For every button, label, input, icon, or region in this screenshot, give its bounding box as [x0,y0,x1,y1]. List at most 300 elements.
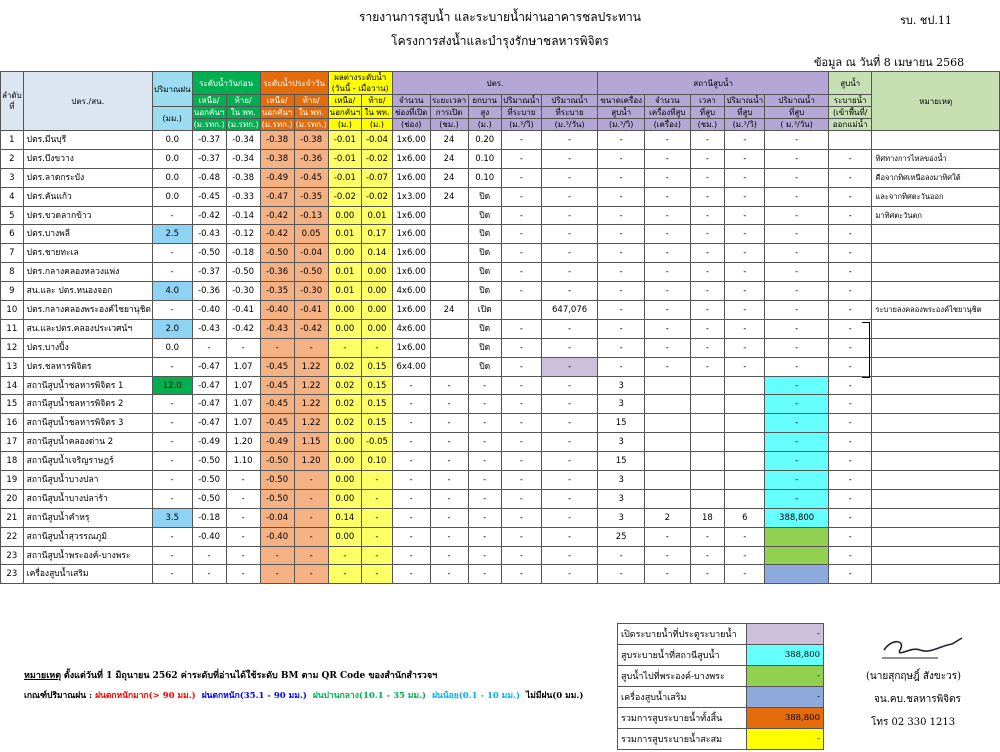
cell-du: 0.00 [328,452,361,471]
cell-p5: - [765,244,829,263]
cell-du: 0.02 [328,376,361,395]
table-row [1,338,1000,357]
cell-g4: - [501,338,541,357]
diff-down-label: ท้าย/ [362,95,393,107]
cell-p4: - [725,282,765,301]
cell-p2: - [645,168,690,187]
g3-label: ยกบาน [468,95,501,107]
summary-label: รวมการสูบระบายน้ำทั้งสิ้น [618,708,747,729]
project-title: โครงการส่งน้ำและบำรุงรักษาชลหารพิจิตร [391,34,609,48]
cell-g5: - [541,357,597,376]
cell-rm [872,244,1000,263]
cell-pu: -0.18 [192,508,226,527]
g1-label: จำนวน [392,95,430,107]
cell-cu: - [260,565,294,584]
cell-cu: -0.49 [260,433,294,452]
cell-g5: - [541,225,597,244]
cell-rm [872,282,1000,301]
cell-rain: - [152,414,192,433]
cell-p2: - [645,263,690,282]
cell-name: สถานีสูบน้ำชลหารพิจิตร 3 [23,414,152,433]
cell-p2 [645,489,690,508]
cell-rm [872,452,1000,471]
cell-dd: - [362,527,393,546]
cell-g1: - [392,471,430,490]
cell-name: สถานีสูบน้ำชลหารพิจิตร 2 [23,395,152,414]
cell-p1: 15 [598,414,645,433]
cell-rain: 2.0 [152,319,192,338]
summary-label: เครื่องสูบน้ำเสริม [618,687,747,708]
cell-g1: 1x6.00 [392,149,430,168]
cell-p3: - [690,187,725,206]
cell-g3: - [468,508,501,527]
cell-g3: - [468,527,501,546]
cell-p2 [645,395,690,414]
col-gate-header: ปตร. [392,72,597,95]
g5c-label: (ม.³/วัน) [541,119,597,131]
cell-g3: ปิด [468,225,501,244]
cell-p4: - [725,149,765,168]
cell-du: 0.02 [328,395,361,414]
cell-g5: - [541,508,597,527]
cell-no: 11 [1,319,24,338]
cell-g1: - [392,527,430,546]
signature-image [878,628,968,662]
cell-du: - [328,338,361,357]
g4-label: ปริมาณน้ำ [503,96,540,105]
cell-cu: -0.38 [260,149,294,168]
g4b-label: ที่ระบาย [501,107,541,119]
g4c-label: (ม.³/วิ) [501,119,541,131]
cell-pd: 1.07 [226,395,260,414]
cell-p5: - [765,338,829,357]
cell-p2 [645,471,690,490]
cell-g1: 4x6.00 [392,282,430,301]
cell-p4: - [725,168,765,187]
cell-du: 0.00 [328,489,361,508]
summary-label: รวมการสูบระบายน้ำสะสม [618,729,747,750]
cell-dd: - [362,471,393,490]
cell-dd: - [362,565,393,584]
cell-dr: - [828,263,871,282]
cell-g5: - [541,282,597,301]
cell-pd: - [226,565,260,584]
cell-cu: -0.50 [260,489,294,508]
cell-g4: - [501,452,541,471]
cell-g3: - [468,452,501,471]
table-row [1,414,1000,433]
g2-label: ระยะเวลา [431,96,467,105]
prev-outside: นอกคันฯ [193,108,225,117]
cell-name: ปตร.มีนบุรี [23,131,152,150]
cell-g5: - [541,338,597,357]
table-row [1,319,1000,338]
cell-cd: - [294,546,328,565]
cell-du: -0.02 [328,187,361,206]
cell-dr: - [828,319,871,338]
cell-dd: 0.00 [362,263,393,282]
cell-p3: - [690,168,725,187]
cell-p1: 3 [598,471,645,490]
cell-rain: - [152,357,192,376]
cell-rm [872,357,1000,376]
cell-cu: -0.49 [260,168,294,187]
cell-dd: 0.00 [362,301,393,320]
summary-row [618,729,824,750]
cell-g2 [430,206,468,225]
cell-p4: - [725,527,765,546]
cell-p1: - [598,131,645,150]
cell-cu: -0.50 [260,471,294,490]
cell-pd: -0.34 [226,131,260,150]
cell-g3: ปิด [468,319,501,338]
cell-cu: -0.45 [260,357,294,376]
cell-no: 18 [1,452,24,471]
rain-crit-item: ฝนปานกลาง(10.1 - 35 มม.) [312,691,427,701]
cell-p5: - [765,206,829,225]
cur-msl-1: (ม.รทก.) [261,120,293,129]
cell-cd: - [294,489,328,508]
cell-name: สถานีสูบน้ำพระองค์-บางพระ [23,546,152,565]
col-drain-header: สูบน้ำ [828,72,871,95]
p4c-label: (ม.³/วิ) [725,119,765,131]
cell-g2 [430,263,468,282]
cell-g4: - [501,414,541,433]
cell-no: 21 [1,508,24,527]
summary-value: 388,800 [747,645,824,666]
cell-g5: - [541,452,597,471]
cell-cd: 1.15 [294,433,328,452]
cell-p1: - [598,206,645,225]
cell-pd: -0.34 [226,149,260,168]
cell-p1: 3 [598,489,645,508]
cell-g5: - [541,244,597,263]
table-row [1,131,1000,150]
d1-label: ระบายน้ำ [828,95,871,107]
table-row [1,225,1000,244]
col-pump-header: สถานีสูบน้ำ [598,72,829,95]
cell-rain: - [152,471,192,490]
cell-no: 7 [1,244,24,263]
p3-label: เวลา [690,95,725,107]
cell-g2: - [430,508,468,527]
cell-dr: - [828,376,871,395]
cell-g4: - [501,357,541,376]
p1c-label: (ม.³/วิ) [598,119,645,131]
cell-du: 0.02 [328,357,361,376]
cell-cd: - [294,471,328,490]
cell-cd: -0.13 [294,206,328,225]
cell-cu: -0.35 [260,282,294,301]
cell-p5: - [765,414,829,433]
cell-p3: - [690,131,725,150]
cell-dd: 0.14 [362,244,393,263]
p4-label: ปริมาณน้ำ [726,96,764,105]
cell-pd: - [226,546,260,565]
cell-rm [872,527,1000,546]
note-text: ตั้งแต่วันที่ 1 มิถุนายน 2562 ค่าระดับที่อ่านได้ใช้ระดับ BM ตาม QR Code ของสำนักสำรวจฯ [63,671,438,681]
cell-rain: - [152,433,192,452]
cell-g3: - [468,565,501,584]
cell-dd: 0.15 [362,376,393,395]
cell-pd: 1.07 [226,376,260,395]
cell-g3: ปิด [468,338,501,357]
cell-cu: -0.42 [260,206,294,225]
cell-pd: - [226,508,260,527]
cell-dr: - [828,433,871,452]
cell-p5: - [765,187,829,206]
cell-g1: 1x6.00 [392,168,430,187]
cell-g1: 6x4.00 [392,357,430,376]
cell-g1: - [392,546,430,565]
table-row [1,376,1000,395]
cell-cu: -0.47 [260,187,294,206]
cell-no: 10 [1,301,24,320]
cell-g3: - [468,489,501,508]
cell-dd: 0.17 [362,225,393,244]
report-title: รายงานการสูบน้ำ และระบายน้ำผ่านอาคารชลประทาน [359,10,641,24]
g5b-label: ที่ระบาย [541,107,597,119]
cell-p1: - [598,282,645,301]
table-row [1,489,1000,508]
cell-dd: -0.02 [362,187,393,206]
cell-g3: เปิด [468,301,501,320]
cell-g2: 24 [430,149,468,168]
cell-p3: - [690,263,725,282]
cell-p4 [725,452,765,471]
cell-pu: -0.36 [192,282,226,301]
cell-p4 [725,395,765,414]
cell-rain: - [152,206,192,225]
cell-g4: - [501,149,541,168]
cell-pd: -0.30 [226,282,260,301]
cell-rain: 0.0 [152,149,192,168]
signer-name: (นายสุกฤษฎิ์ สังขะวร) [866,671,961,682]
cell-rm [872,508,1000,527]
cell-g2: 24 [430,168,468,187]
cell-du: -0.01 [328,131,361,150]
cell-g5: - [541,376,597,395]
cell-g1: - [392,489,430,508]
cell-pu: -0.49 [192,433,226,452]
prev-down-label: ท้าย/ [226,95,260,107]
cell-p5: - [765,357,829,376]
cell-p5: - [765,452,829,471]
cell-g4: - [501,565,541,584]
cell-cu: -0.45 [260,376,294,395]
cell-p5: - [765,168,829,187]
cell-p4 [725,471,765,490]
cell-name: ปตร.บางพลี [23,225,152,244]
g2b-label: การเปิด [430,107,468,119]
cell-pu: -0.37 [192,149,226,168]
cell-rain: - [152,489,192,508]
d2-label: (เข้าพื้นที่/ [828,107,871,119]
cell-p2: - [645,338,690,357]
cell-g1: 1x6.00 [392,225,430,244]
col-remark-header: หมายเหตุ [872,72,1000,131]
cell-pu: -0.37 [192,131,226,150]
cell-p1: - [598,319,645,338]
cell-p2: - [645,225,690,244]
cell-g1: 1x6.00 [392,263,430,282]
cell-no: 4 [1,187,24,206]
cell-p2: - [645,319,690,338]
cell-pd: 1.07 [226,414,260,433]
summary-value: - [747,624,824,645]
cell-pd: 1.10 [226,452,260,471]
cell-p1: - [598,187,645,206]
rain-crit-item: ฝนน้อย(0.1 - 10 มม.) [432,691,520,701]
table-row [1,546,1000,565]
cell-rm [872,471,1000,490]
cell-pu: - [192,338,226,357]
d3-label: ออกแม่น้ำ [828,119,871,131]
cell-g2: 24 [430,187,468,206]
cell-dd: -0.02 [362,149,393,168]
cell-dd: -0.07 [362,168,393,187]
table-row [1,301,1000,320]
cell-du: - [328,565,361,584]
cell-g2: - [430,395,468,414]
cell-rain: 0.0 [152,168,192,187]
cell-g5: - [541,527,597,546]
cur-msl-2: (ม.รทก.) [295,120,327,129]
cell-g5: - [541,319,597,338]
cell-cu: -0.40 [260,527,294,546]
cell-pu: -0.40 [192,301,226,320]
table-row [1,282,1000,301]
cell-p5: - [765,319,829,338]
diff-outside: นอกคันฯ [329,108,361,117]
prev-up-label: เหนือ/ [192,95,226,107]
cell-rain: - [152,565,192,584]
summary-value: 388,800 [747,708,824,729]
cell-pd: -0.33 [226,187,260,206]
cell-p5: - [765,489,829,508]
cell-p3 [690,489,725,508]
col-name-header: ปตร./สน. [23,72,152,131]
cell-no: 9 [1,282,24,301]
cell-g5: - [541,263,597,282]
cell-pu: -0.45 [192,187,226,206]
table-row [1,527,1000,546]
cell-pd: - [226,527,260,546]
rain-unit: (มม.) [152,107,192,131]
cell-pu: -0.50 [192,452,226,471]
cell-p5: - [765,131,829,150]
cell-cd: -0.35 [294,187,328,206]
cell-g1: - [392,414,430,433]
cell-rain: - [152,263,192,282]
g5-label: ปริมาณน้ำ [541,95,597,107]
cell-g3: ปิด [468,187,501,206]
cell-pu: -0.50 [192,244,226,263]
cell-p1: 3 [598,433,645,452]
table-row [1,471,1000,490]
cell-g3: - [468,376,501,395]
p1b-label: สูบน้ำ [598,107,645,119]
cell-g5: - [541,489,597,508]
cell-dr: - [828,546,871,565]
cell-p2: - [645,527,690,546]
cell-dd: 0.15 [362,395,393,414]
prev-msl-2: (ม.รทก.) [227,120,259,129]
cell-g5: - [541,433,597,452]
rain-crit-item: ฝนตกหนัก(35.1 - 90 มม.) [201,691,307,701]
diff-m-1: (ม.) [328,119,361,131]
cell-p1: - [598,263,645,282]
cell-p5: - [765,149,829,168]
cell-no: 15 [1,395,24,414]
cell-g1: - [392,376,430,395]
cell-rain: - [152,452,192,471]
cell-g2 [430,244,468,263]
cell-rain: 0.0 [152,131,192,150]
cell-g1: 1x3.00 [392,187,430,206]
cell-cu: -0.45 [260,414,294,433]
cell-du: -0.01 [328,149,361,168]
cell-g2 [430,282,468,301]
cell-no: 12 [1,338,24,357]
cell-dr: - [828,471,871,490]
cell-rain: 0.0 [152,338,192,357]
cell-dd: - [362,508,393,527]
cell-p3: - [690,206,725,225]
cell-p4: - [725,206,765,225]
cell-rm [872,546,1000,565]
cell-dr: - [828,414,871,433]
cell-du: 0.00 [328,471,361,490]
cell-no: 17 [1,433,24,452]
cell-pu: -0.47 [192,376,226,395]
cell-g5: 647,076 [541,301,597,320]
cell-p5: 388,800 [765,508,829,527]
cell-rain: - [152,527,192,546]
cell-pu: -0.43 [192,319,226,338]
cell-cd: - [294,338,328,357]
cell-p5: - [765,376,829,395]
summary-row [618,645,824,666]
cell-p4: - [725,263,765,282]
cell-g2: - [430,376,468,395]
cell-cu: -0.38 [260,131,294,150]
cell-cu: -0.36 [260,263,294,282]
cell-p3: - [690,338,725,357]
cell-no: 19 [1,471,24,490]
cell-g3: - [468,546,501,565]
cell-dr: - [828,508,871,527]
cell-dr: - [828,338,871,357]
cell-g1: - [392,508,430,527]
cell-p1: 15 [598,452,645,471]
cell-rain: 12.0 [152,376,192,395]
cell-cd: 0.05 [294,225,328,244]
cell-g4: - [501,508,541,527]
cell-p1: - [598,565,645,584]
cell-name: สถานีสูบน้ำบางปลา [23,471,152,490]
table-row [1,433,1000,452]
cell-g2 [430,338,468,357]
cell-g2 [430,319,468,338]
cell-pd: - [226,489,260,508]
cell-g2: - [430,414,468,433]
cell-dr: - [828,565,871,584]
cell-p5: - [765,471,829,490]
table-row [1,168,1000,187]
cell-cu: -0.43 [260,319,294,338]
cell-cu: - [260,338,294,357]
